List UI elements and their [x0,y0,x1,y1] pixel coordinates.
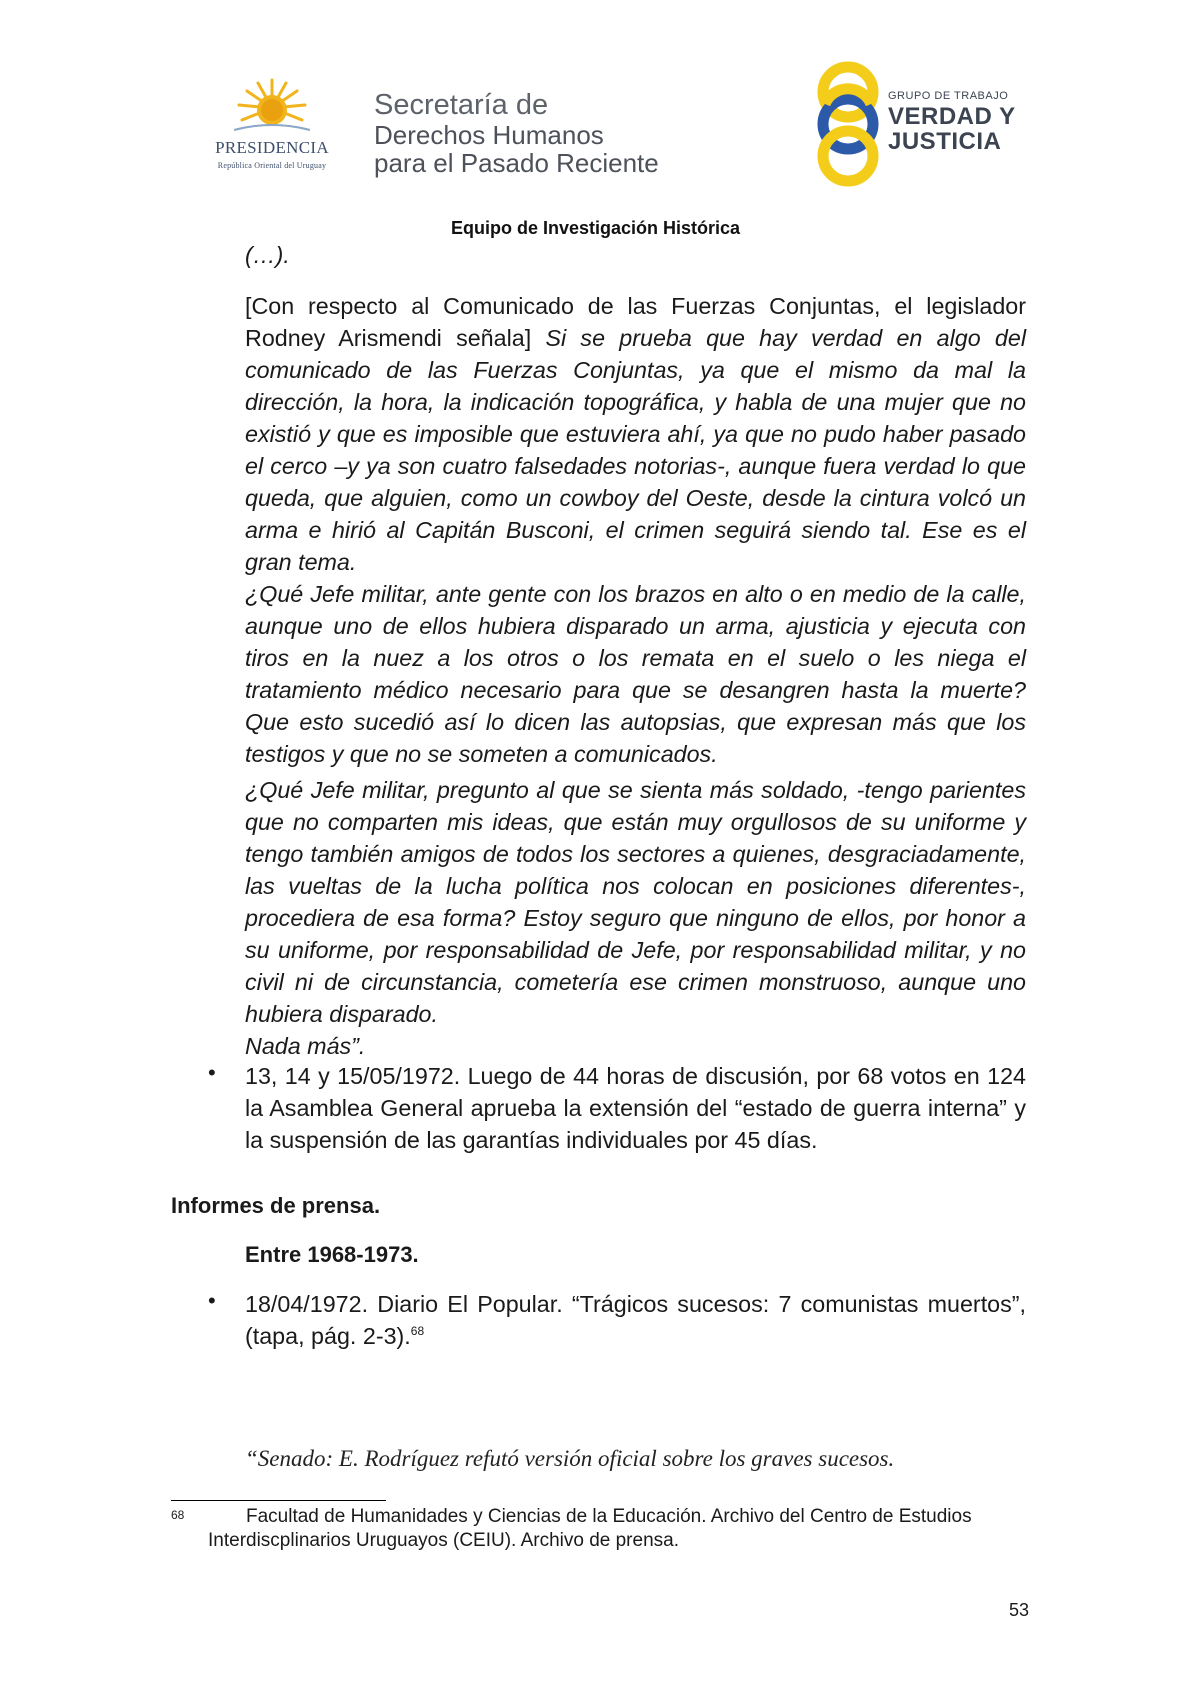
sub-heading: Entre 1968-1973. [245,1242,419,1267]
quote-paragraph-1 [245,290,1026,578]
bullet-1-text: 13, 14 y 15/05/1972. Luego de 44 horas de discusión, por 68 votos en 124 la Asamblea General aprueba la extensión del “estado de guerra interna” y la suspensión de las garantías individuales por 45 días. [245,1063,1026,1153]
bullet-icon: • [208,1288,216,1313]
footnote-line-1: Facultad de Humanidades y Ciencias de la Educación. Archivo del Centro de Estudios [246,1506,972,1527]
team-title: Equipo de Investigación Histórica [450,218,741,238]
grupo-line-1: GRUPO DE TRABAJO [888,90,1009,102]
quote-1-intro: [Con respecto al Comunicado de las Fuerzas Conjuntas, el legislador Rodney Arismendi señala] [245,293,1026,351]
presidencia-logo [196,78,348,178]
footnote-divider [171,1500,386,1501]
section-heading: Informes de prensa. [171,1193,381,1218]
grupo-trabajo-logo [810,60,1032,188]
secretaria-title [374,90,659,177]
footnote-mark: 68 [171,1508,185,1522]
linked-rings-icon [810,60,886,188]
footnote-ref[interactable]: 68 [410,1324,425,1339]
quote-2-text: ¿Qué Jefe militar, ante gente con los brazos en alto o en medio de la calle, aunque uno de ellos hubiera disparado un arma, ajusticia y ejecuta con tiros en la nuez a los otros o los remata en el suelo o les niega el tratamiento médico necesario para que se desangren hasta la muerte? Que esto sucedió así lo dicen las autopsias, que expresan más que los testigos y que no se someten a comunicados. [245,581,1026,767]
quote-3-end: Nada más”. [245,1033,366,1059]
footnote-line-2: Interdiscplinarios Uruguayos (CEIU). Archivo de prensa. [208,1530,679,1551]
sun-icon [234,78,310,138]
senado-quote: “Senado: E. Rodríguez refutó versión oficial sobre los graves sucesos. [245,1446,895,1471]
secretaria-line-1: Secretaría de [374,89,549,121]
bullet-icon: • [208,1060,216,1085]
quote-paragraph-3 [245,774,1026,1062]
bullet-2-body: 18/04/1972. Diario El Popular. “Trágicos sucesos: 7 comunistas muertos”, (tapa, pág. 2-3). [245,1291,1026,1349]
bullet-2-text [245,1288,1026,1352]
presidencia-subtitle: República Oriental del Uruguay [217,161,327,170]
quote-paragraph-2 [245,578,1026,770]
grupo-line-3: JUSTICIA [888,128,1002,155]
grupo-line-2: VERDAD Y [888,103,1016,130]
secretaria-line-3: para el Pasado Reciente [374,148,659,178]
page-number: 53 [1009,1600,1030,1620]
presidencia-name: PRESIDENCIA [215,138,329,157]
footnote-text [208,1505,1026,1553]
ellipsis-text: (…). [245,242,290,268]
quote-3-text: ¿Qué Jefe militar, pregunto al que se sienta más soldado, -tengo parientes que no comparten mis ideas, que están muy orgullosos de su uniforme y tengo también amigos de todos los sectores a quienes, desgraciadamente, las vueltas de la lucha política nos colocan en posiciones diferentes-, procediera de esa forma? Estoy seguro que ninguno de ellos, por honor a su uniforme, por responsabilidad de Jefe, por responsabilidad militar, y no civil ni de circunstancia, cometería ese crimen monstruoso, aunque uno hubiera disparado. [245,777,1026,1027]
quote-1-italic: Si se prueba que hay verdad en algo del comunicado de las Fuerzas Conjuntas, ya que el mismo da mal la dirección, la hora, la indicación topográfica, y habla de una mujer que no existió y que es imposible que estuviera ahí, ya que no pudo haber pasado el cerco –y ya son cuatro falsedades notorias-, aunque fuera verdad lo que queda, que alguien, como un cowboy del Oeste, desde la cintura volcó un arma e hirió al Capitán Busconi, el crimen seguirá siendo tal. Ese es el gran tema. [245,325,1027,575]
secretaria-line-2: Derechos Humanos [374,120,604,150]
